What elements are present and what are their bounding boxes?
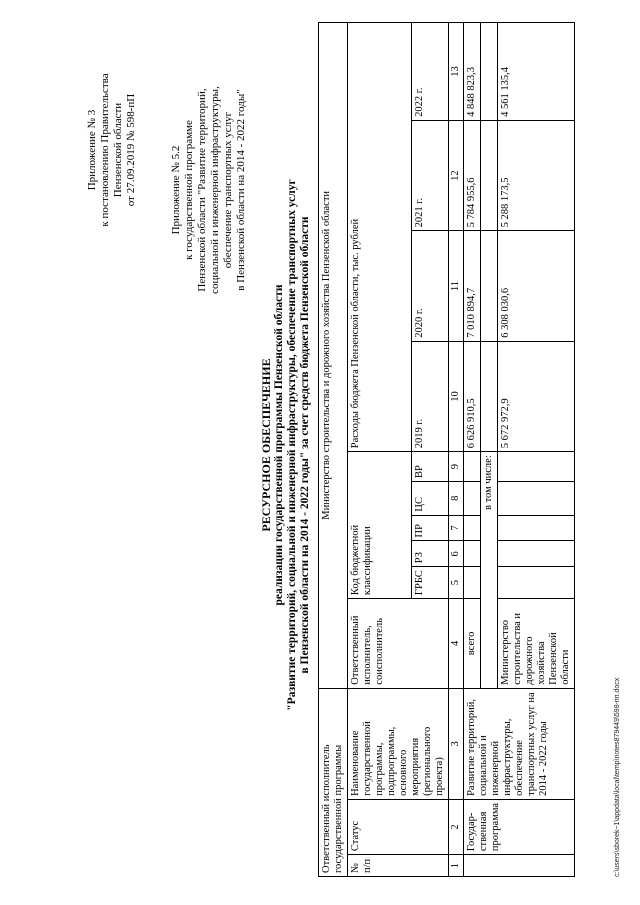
col-number: 7	[449, 515, 464, 541]
total-2020: 7 010 894,7	[464, 231, 481, 341]
appendix-line: Пензенской области	[112, 102, 124, 198]
resource-table	[318, 22, 575, 877]
row-program-name: Развитие территорий, социальной и инженерной инфраструктуры, обеспечение транспортных услуг на 2014 - 2022 годы	[464, 688, 575, 799]
appendix-note	[86, 35, 138, 265]
row-number	[464, 855, 575, 877]
ministry-2019: 5 672 972,9	[498, 341, 575, 451]
empty-cell	[464, 452, 481, 482]
empty-cell	[464, 567, 481, 599]
appendix-line: в Пензенской области на 2014 - 2022 годы"	[235, 89, 247, 291]
col-number: 4	[449, 599, 464, 689]
appendix-line: к государственной программе	[183, 120, 195, 260]
row-total-label: всего	[464, 599, 481, 689]
col-status-header: Статус	[348, 799, 449, 854]
appendix-line: к постановлению Правительства	[99, 73, 111, 227]
appendix-line: Пензенской области "Развитие территорий,	[196, 88, 208, 292]
empty-cell	[498, 541, 575, 567]
code-pr: ПР	[411, 515, 448, 541]
col-number: 6	[449, 541, 464, 567]
row-status: Государ-ственная программа	[464, 799, 575, 854]
code-vr: ВР	[411, 452, 448, 482]
col-expenses-header: Расходы бюджета Пензенской области, тыс. рублей	[348, 23, 412, 452]
appendix-line: от 27.09.2019 № 598-пП	[125, 93, 137, 207]
row-ministry: Министерство строительства и дорожного хозяйства Пензенской области	[498, 599, 575, 689]
empty-cell	[498, 567, 575, 599]
header-row	[348, 23, 412, 877]
title-main: РЕСУРСНОЕ ОБЕСПЕЧЕНИЕ	[259, 358, 273, 532]
empty-cell	[498, 515, 575, 541]
col-budget-code-header: Код бюджетной классификации	[348, 452, 412, 599]
total-2022: 4 848 823,3	[464, 23, 481, 121]
year-2022: 2022 г.	[411, 23, 448, 121]
col-number: 1	[449, 855, 464, 877]
file-path-footer: c:\users\sborek~1\appdata\local\temp\notes879449\598-пп.docx	[614, 677, 621, 877]
year-2019: 2019 г.	[411, 341, 448, 451]
col-number: 2	[449, 799, 464, 854]
col-number: 5	[449, 567, 464, 599]
col-number: 9	[449, 452, 464, 482]
appendix-line: обеспечение транспортных услуг	[222, 111, 234, 269]
responsible-value: Министерство строительства и дорожного хозяйства Пензенской области	[319, 23, 348, 689]
empty-cell	[481, 120, 498, 230]
year-2021: 2021 г.	[411, 120, 448, 230]
col-number: 3	[449, 688, 464, 799]
appendix-line: социальной и инженерной инфраструктуры,	[209, 86, 221, 294]
empty-cell	[464, 481, 481, 515]
ministry-2022: 4 561 135,4	[498, 23, 575, 121]
col-number: 8	[449, 481, 464, 515]
empty-cell	[498, 481, 575, 515]
empty-cell	[481, 341, 498, 451]
ministry-2020: 6 308 030,6	[498, 231, 575, 341]
col-executor-header: Ответственный исполнитель, соисполнитель	[348, 599, 449, 689]
title-line: в Пензенской области на 2014 - 2022 годы" за счет средств бюджета Пензенской области	[299, 216, 311, 674]
empty-cell	[464, 541, 481, 567]
total-2019: 6 626 910,5	[464, 341, 481, 451]
program-appendix-note	[170, 35, 248, 345]
col-name-header: Наименование государственной программы, подпрограммы, основного мероприятия (регионального проекта)	[348, 688, 449, 799]
col-number: 13	[449, 23, 464, 121]
responsible-row	[319, 23, 348, 877]
appendix-line: Приложение № 5.2	[170, 145, 182, 235]
code-grbs: ГРБС	[411, 567, 448, 599]
col-num-header: № п/п	[348, 855, 449, 877]
empty-cell	[464, 515, 481, 541]
title-line: реализации государственной программы Пензенской области	[273, 284, 285, 606]
column-numbers-row	[449, 23, 464, 877]
including-label: в том числе:	[481, 452, 498, 688]
total-2021: 5 784 955,6	[464, 120, 481, 230]
appendix-line: Приложение № 3	[86, 109, 98, 191]
col-number: 10	[449, 341, 464, 451]
empty-cell	[498, 452, 575, 482]
empty-cell	[481, 231, 498, 341]
year-2020: 2020 г.	[411, 231, 448, 341]
document-title	[260, 165, 312, 725]
title-line: "Развитие территорий, социальной и инженерной инфраструктуры, обеспечение транспортных услуг	[286, 179, 298, 711]
col-number: 12	[449, 120, 464, 230]
code-cs: ЦС	[411, 481, 448, 515]
program-total-row	[464, 23, 481, 877]
col-number: 11	[449, 231, 464, 341]
ministry-2021: 5 288 173,5	[498, 120, 575, 230]
empty-cell	[481, 23, 498, 121]
responsible-header: Ответственный исполнитель государственной программы	[319, 688, 348, 876]
code-rz: РЗ	[411, 541, 448, 567]
